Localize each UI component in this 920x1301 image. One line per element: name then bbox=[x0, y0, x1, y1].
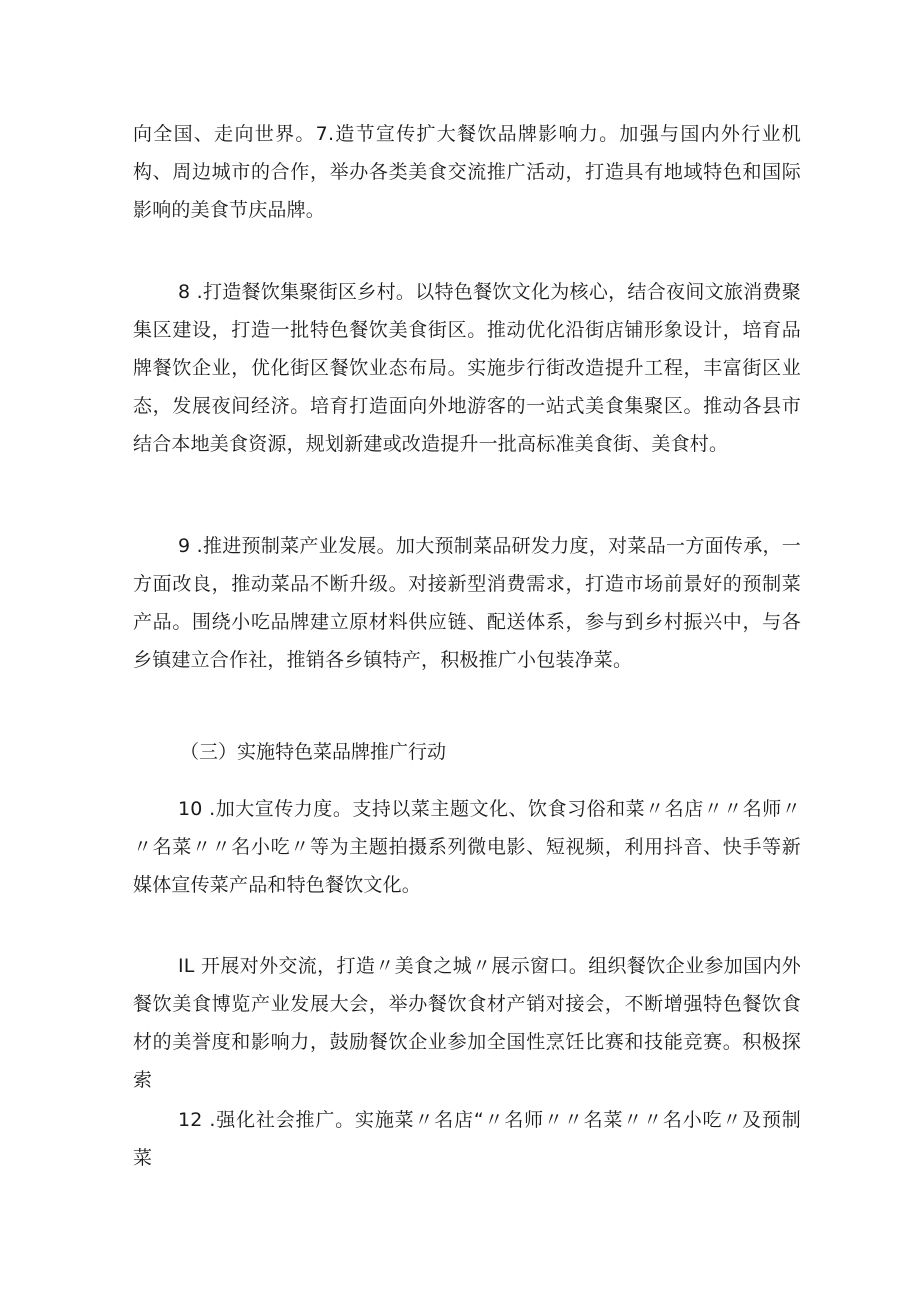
paragraph-12: 12 .强化社会推广。实施菜〃名店“〃名师〃〃名菜〃〃名小吃〃及预制菜 bbox=[133, 1109, 801, 1169]
paragraph-7-continued: 向全国、走向世界。7.造节宣传扩大餐饮品牌影响力。加强与国内外行业机构、周边城市的合作，举办各类美食交流推广活动，打造具有地域特色和国际影响的美食节庆品牌。 bbox=[133, 123, 801, 221]
paragraph-9: 9 .推进预制菜产业发展。加大预制菜品研发力度，对菜品一方面传承，一方面改良，推动菜品不断升级。对接新型消费需求，打造市场前景好的预制菜产品。围绕小吃品牌建立原材料供应链、配送体系，参与到乡村振兴中，与各乡镇建立合作社，推销各乡镇特产，积极推广小包装净菜。 bbox=[133, 535, 801, 671]
paragraph-10: 10 .加大宣传力度。支持以菜主题文化、饮食习俗和菜〃名店〃〃名师〃〃名菜〃〃名小吃〃等为主题拍摄系列微电影、短视频，利用抖音、快手等新媒体宣传菜产品和特色餐饮文化。 bbox=[133, 798, 801, 896]
paragraph-8: 8 .打造餐饮集聚街区乡村。以特色餐饮文化为核心，结合夜间文旅消费聚集区建设，打造一批特色餐饮美食街区。推动优化沿街店铺形象设计，培育品牌餐饮企业，优化街区餐饮业态布局。实施步行街改造提升工程，丰富街区业态，发展夜间经济。培育打造面向外地游客的一站式美食集聚区。推动各县市结合本地美食资源，规划新建或改造提升一批高标准美食街、美食村。 bbox=[133, 281, 801, 455]
section-heading: （三）实施特色菜品牌推广行动 bbox=[180, 741, 447, 763]
paragraph-11: IL 开展对外交流，打造〃美食之城〃展示窗口。组织餐饮企业参加国内外餐饮美食博览产业发展大会，举办餐饮食材产销对接会，不断增强特色餐饮食材的美誉度和影响力，鼓励餐饮企业参加全国性烹饪比赛和技能竞赛。积极探索 bbox=[133, 955, 801, 1091]
